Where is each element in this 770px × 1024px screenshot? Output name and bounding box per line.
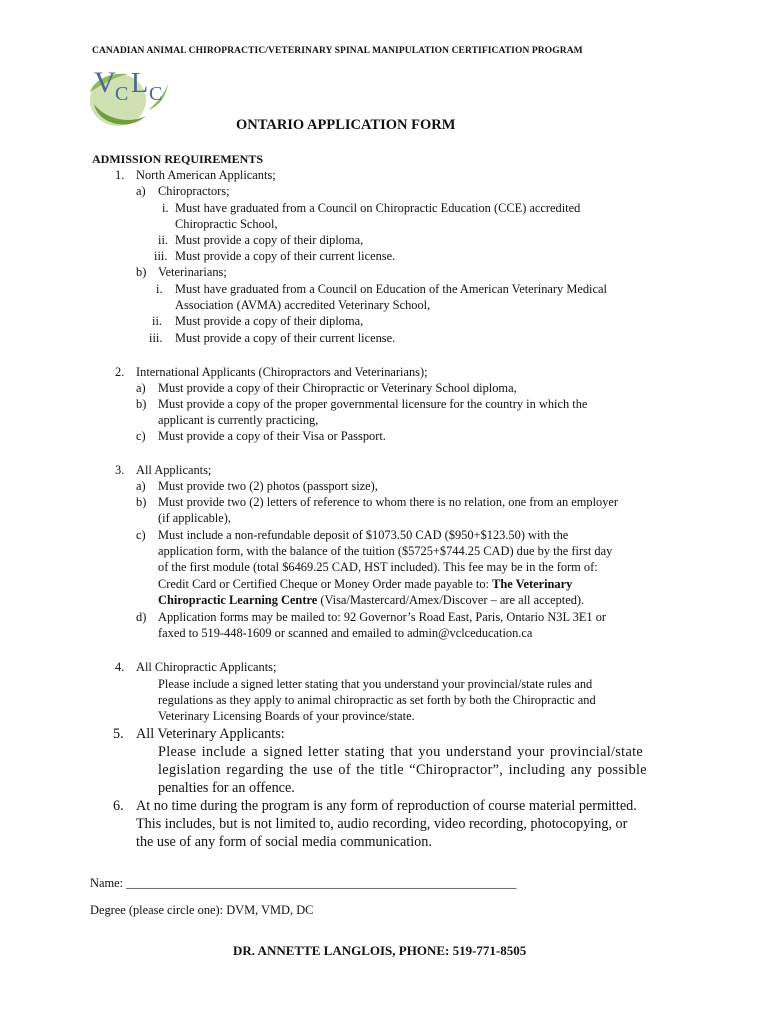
item-5-number: 5. <box>113 726 124 742</box>
vclc-logo <box>88 58 180 130</box>
item-1a-ii-marker: ii. <box>158 233 168 247</box>
item-6-line2: This includes, but is not limited to, audio recording, video recording, photocopying, or <box>136 816 628 832</box>
item-5-line3: penalties for an offence. <box>158 780 295 796</box>
item-1b-i-line1: Must have graduated from a Council on Education of the American Veterinary Medical <box>175 282 607 296</box>
item-1b-ii: Must provide a copy of their diploma, <box>175 314 364 328</box>
payment-instructions: Credit Card or Certified Cheque or Money Order made payable to: <box>158 577 493 591</box>
item-1b-i-marker: i. <box>156 282 163 296</box>
item-1a-marker: a) <box>136 184 146 198</box>
item-1-number: 1. <box>115 168 125 182</box>
item-1a-iii-marker: iii. <box>154 249 168 263</box>
item-6-line1: At no time during the program is any form of reproduction of course material permitted. <box>136 798 637 814</box>
item-1a-i-line1: Must have graduated from a Council on Chiropractic Education (CCE) accredited <box>175 201 581 215</box>
item-2b-line1: Must provide a copy of the proper governmental licensure for the country in which the <box>158 397 588 411</box>
item-3c-line5 <box>158 592 584 608</box>
item-1a-i-marker: i. <box>162 201 169 215</box>
svg-text:C: C <box>115 83 129 105</box>
item-3c-marker: c) <box>136 528 146 542</box>
item-3-number: 3. <box>115 463 125 477</box>
payee-name-part2: Chiropractic Learning Centre <box>158 593 318 607</box>
section-heading: ADMISSION REQUIREMENTS <box>92 152 264 166</box>
item-3b-line1: Must provide two (2) letters of reference to whom there is no relation, one from an employer <box>158 495 619 509</box>
item-3c-line3: of the first module (total $6469.25 CAD, HST included). This fee may be in the form of: <box>158 560 598 574</box>
item-3c-line4 <box>158 576 572 592</box>
item-6-number: 6. <box>113 798 124 814</box>
item-3d-line2: faxed to 519-448-1609 or scanned and emailed to admin@vclceducation.ca <box>158 626 533 640</box>
item-1a-i-line2: Chiropractic School, <box>175 217 278 231</box>
item-6-line3: the use of any form of social media communication. <box>136 834 432 850</box>
item-1b-ii-marker: ii. <box>152 314 162 328</box>
item-1b-iii: Must provide a copy of their current license. <box>175 331 396 345</box>
item-2b-line2: applicant is currently practicing, <box>158 413 319 427</box>
program-header: CANADIAN ANIMAL CHIROPRACTIC/VETERINARY SPINAL MANIPULATION CERTIFICATION PROGRAM <box>92 46 583 56</box>
item-2b-marker: b) <box>136 397 147 411</box>
item-5-title: All Veterinary Applicants: <box>136 726 285 742</box>
svg-text:L: L <box>131 68 149 99</box>
item-1b-title: Veterinarians; <box>158 265 227 279</box>
item-3-title: All Applicants; <box>136 463 212 477</box>
item-1a-title: Chiropractors; <box>158 184 230 198</box>
item-3d-line1: Application forms may be mailed to: 92 Governor’s Road East, Paris, Ontario N3L 3E1 or <box>158 610 607 624</box>
logo-lettering: V <box>94 66 116 99</box>
item-3c-line2: application form, with the balance of the tuition ($5725+$744.25 CAD) due by the first day <box>158 544 613 558</box>
item-1b-i-line2: Association (AVMA) accredited Veterinary School, <box>175 298 431 312</box>
item-4-title: All Chiropractic Applicants; <box>136 660 277 674</box>
item-3b-line2: (if applicable), <box>158 511 231 525</box>
item-2a-marker: a) <box>136 381 146 395</box>
contact-footer: DR. ANNETTE LANGLOIS, PHONE: 519-771-8505 <box>233 943 527 958</box>
item-2-title: International Applicants (Chiropractors and Veterinarians); <box>136 365 428 379</box>
payee-name-part1: The Veterinary <box>492 577 573 591</box>
item-1b-iii-marker: iii. <box>149 331 163 345</box>
item-5-line1: Please include a signed letter stating that you understand your provincial/state <box>158 744 644 760</box>
item-5-line2: legislation regarding the use of the title “Chiropractor”, including any possible <box>158 762 647 778</box>
item-1b-marker: b) <box>136 265 147 279</box>
item-4-line3: Veterinary Licensing Boards of your province/state. <box>158 709 415 723</box>
svg-text:C: C <box>149 83 163 105</box>
item-4-number: 4. <box>115 660 125 674</box>
item-3a: Must provide two (2) photos (passport size), <box>158 479 378 493</box>
item-2-number: 2. <box>115 365 125 379</box>
item-2c: Must provide a copy of their Visa or Passport. <box>158 429 386 443</box>
item-4-line2: regulations as they apply to animal chiropractic as set forth by both the Chiropractic and <box>158 693 596 707</box>
item-4-line1: Please include a signed letter stating that you understand your provincial/state rules and <box>158 677 593 691</box>
item-3d-marker: d) <box>136 610 147 624</box>
degree-field[interactable]: Degree (please circle one): DVM, VMD, DC <box>90 903 314 917</box>
name-field[interactable]: Name: _______________________________________________________________ <box>90 876 517 890</box>
item-3a-marker: a) <box>136 479 146 493</box>
item-1-title: North American Applicants; <box>136 168 276 182</box>
item-2c-marker: c) <box>136 429 146 443</box>
accepted-cards: (Visa/Mastercard/Amex/Discover – are all accepted). <box>317 593 585 607</box>
item-3b-marker: b) <box>136 495 147 509</box>
item-1a-ii: Must provide a copy of their diploma, <box>175 233 364 247</box>
item-1a-iii: Must provide a copy of their current license. <box>175 249 396 263</box>
item-2a: Must provide a copy of their Chiropractic or Veterinary School diploma, <box>158 381 517 395</box>
item-3c-line1: Must include a non-refundable deposit of $1073.50 CAD ($950+$123.50) with the <box>158 528 569 542</box>
form-title: ONTARIO APPLICATION FORM <box>236 117 456 133</box>
